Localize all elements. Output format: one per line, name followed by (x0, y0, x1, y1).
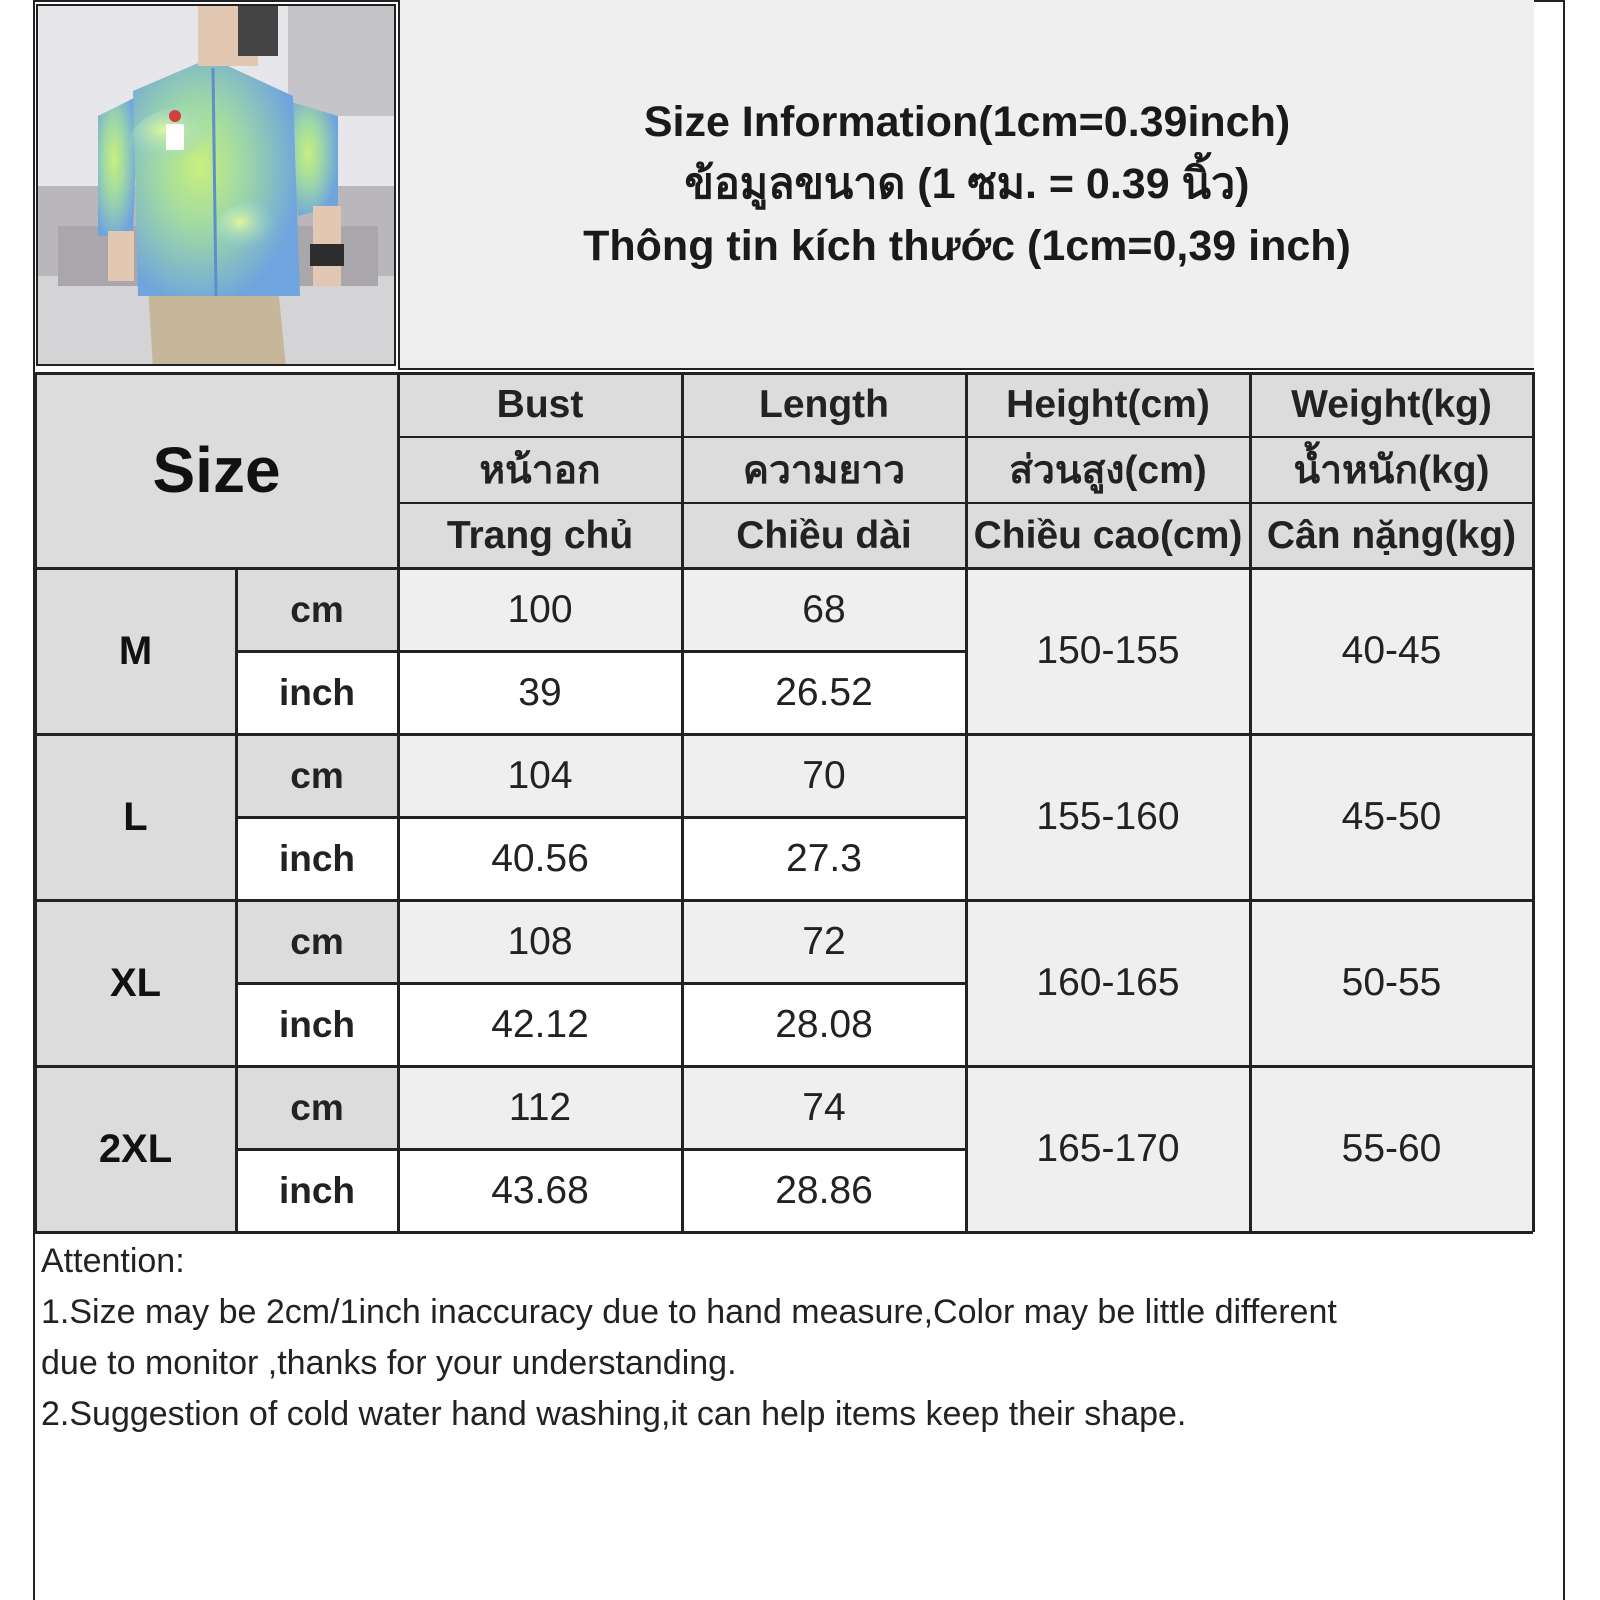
header-line-en: Size Information(1cm=0.39inch) (643, 98, 1291, 146)
column-line (1249, 372, 1252, 1232)
bust-cm-value: 104 (398, 734, 682, 817)
unit-row-line (236, 982, 966, 985)
bust-inch-value: 43.68 (398, 1149, 682, 1232)
column-line (397, 372, 400, 1232)
column-line (681, 372, 684, 1232)
length-cm-value: 74 (682, 1066, 966, 1149)
column-line (965, 372, 968, 1232)
column-header-en: Weight(kg) (1250, 372, 1533, 437)
length-inch-value: 28.08 (682, 983, 966, 1066)
length-inch-value: 27.3 (682, 817, 966, 900)
column-line (235, 568, 238, 1232)
tie-dye-shirt-photo (38, 6, 396, 366)
size-header-label: Size (35, 372, 398, 568)
size-row-line (35, 1231, 1533, 1234)
unit-cm-label: cm (236, 734, 398, 817)
unit-inch-label: inch (236, 651, 398, 734)
table-top-border (35, 372, 1533, 375)
notes-title: Attention: (41, 1242, 185, 1280)
notes-line-1: 1.Size may be 2cm/1inch inaccuracy due to hand measure,Color may be little different (41, 1293, 1337, 1331)
column-header-en: Bust (398, 372, 682, 437)
column-header-en: Length (682, 372, 966, 437)
unit-inch-label: inch (236, 983, 398, 1066)
bust-inch-value: 39 (398, 651, 682, 734)
column-header-th: หน้าอก (398, 437, 682, 503)
column-header-th: น้ำหนัก(kg) (1250, 437, 1533, 503)
column-header-th: ส่วนสูง(cm) (966, 437, 1250, 503)
notes-line-3: 2.Suggestion of cold water hand washing,it can help items keep their shape. (41, 1395, 1187, 1433)
table-side-border (1532, 372, 1535, 1232)
unit-cm-label: cm (236, 900, 398, 983)
unit-row-line (236, 816, 966, 819)
height-range: 160-165 (966, 900, 1250, 1066)
size-name: XL (35, 900, 236, 1066)
length-inch-value: 26.52 (682, 651, 966, 734)
length-cm-value: 70 (682, 734, 966, 817)
size-row-line (35, 899, 1533, 902)
bust-cm-value: 112 (398, 1066, 682, 1149)
column-header-vi: Cân nặng(kg) (1250, 503, 1533, 568)
product-photo (36, 4, 396, 366)
height-range: 165-170 (966, 1066, 1250, 1232)
bust-inch-value: 42.12 (398, 983, 682, 1066)
header-line-vi: Thông tin kích thước (1cm=0,39 inch) (583, 222, 1351, 270)
size-name: 2XL (35, 1066, 236, 1232)
unit-cm-label: cm (236, 1066, 398, 1149)
bust-cm-value: 100 (398, 568, 682, 651)
header-bottom-line (35, 567, 1533, 570)
column-header-vi: Chiều dài (682, 503, 966, 568)
weight-range: 40-45 (1250, 568, 1533, 734)
bust-cm-value: 108 (398, 900, 682, 983)
weight-range: 45-50 (1250, 734, 1533, 900)
header-line-th: ข้อมูลขนาด (1 ซม. = 0.39 นิ้ว) (684, 160, 1250, 208)
size-name: M (35, 568, 236, 734)
column-header-vi: Chiều cao(cm) (966, 503, 1250, 568)
unit-row-line (236, 650, 966, 653)
weight-range: 55-60 (1250, 1066, 1533, 1232)
column-header-en: Height(cm) (966, 372, 1250, 437)
attention-notes (41, 1236, 1541, 1440)
bust-inch-value: 40.56 (398, 817, 682, 900)
column-header-th: ความยาว (682, 437, 966, 503)
weight-range: 50-55 (1250, 900, 1533, 1066)
length-cm-value: 72 (682, 900, 966, 983)
unit-cm-label: cm (236, 568, 398, 651)
unit-row-line (236, 1148, 966, 1151)
size-name: L (35, 734, 236, 900)
height-range: 150-155 (966, 568, 1250, 734)
size-row-line (35, 733, 1533, 736)
length-cm-value: 68 (682, 568, 966, 651)
notes-line-2: due to monitor ,thanks for your understanding. (41, 1344, 737, 1382)
size-row-line (35, 1065, 1533, 1068)
table-side-border (34, 372, 37, 1232)
size-information-header (398, 0, 1534, 370)
height-range: 155-160 (966, 734, 1250, 900)
unit-inch-label: inch (236, 1149, 398, 1232)
length-inch-value: 28.86 (682, 1149, 966, 1232)
unit-inch-label: inch (236, 817, 398, 900)
column-header-vi: Trang chủ (398, 503, 682, 568)
